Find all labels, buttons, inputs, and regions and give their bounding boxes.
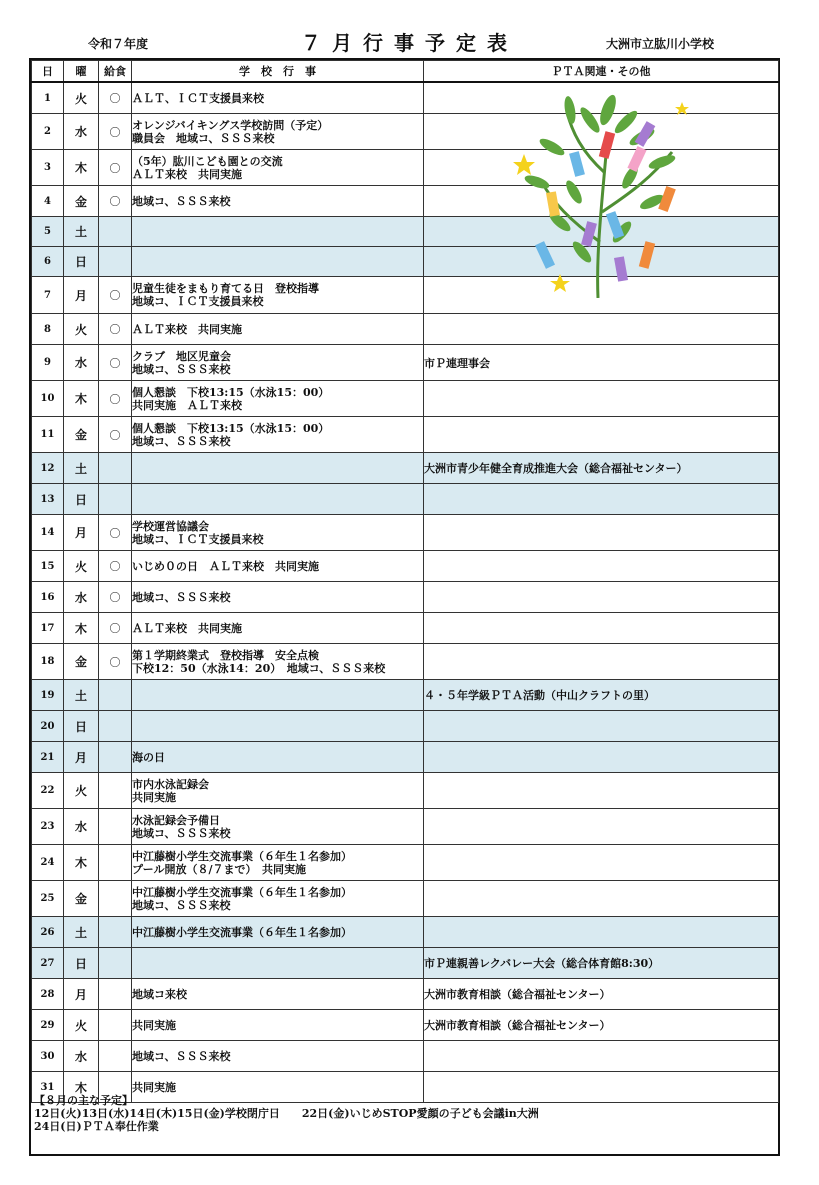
pta-cell [424,484,779,515]
table-row [32,809,779,845]
day-cell: 9 [32,345,64,381]
weekday-cell: 木 [64,613,99,644]
weekday-cell: 土 [64,217,99,247]
weekday-cell: 土 [64,680,99,711]
pta-cell [424,381,779,417]
weekday-cell: 火 [64,82,99,114]
weekday-cell: 土 [64,917,99,948]
day-cell: 1 [32,82,64,114]
meal-cell: 〇 [99,314,132,345]
meal-cell: 〇 [99,613,132,644]
school-event-cell: 市内水泳記録会 共同実施 [132,773,424,809]
table-row [32,551,779,582]
school-event-cell: オレンジバイキングス学校訪問（予定） 職員会 地域コ、ＳＳＳ来校 [132,114,424,150]
school-event-cell: 地域コ、ＳＳＳ来校 [132,186,424,217]
day-cell: 7 [32,277,64,314]
meal-cell: 〇 [99,345,132,381]
weekday-cell: 日 [64,484,99,515]
school-event-cell [132,217,424,247]
day-cell: 26 [32,917,64,948]
table-row [32,515,779,551]
table-row [32,680,779,711]
table-row [32,711,779,742]
weekday-cell: 木 [64,150,99,186]
weekday-cell: 木 [64,381,99,417]
school-event-cell: 個人懇談 下校13:15（水泳15：00） 地域コ、ＳＳＳ来校 [132,417,424,453]
day-cell: 6 [32,247,64,277]
weekday-cell: 水 [64,809,99,845]
school-event-cell [132,484,424,515]
school-event-cell: 共同実施 [132,1010,424,1041]
school-event-cell: ＡＬＴ来校 共同実施 [132,314,424,345]
school-event-cell [132,453,424,484]
weekday-cell: 木 [64,1072,99,1103]
meal-cell [99,1010,132,1041]
weekday-cell: 水 [64,345,99,381]
table-row [32,314,779,345]
page-title: ７月行事予定表 [301,31,518,55]
table-header-row [32,61,779,83]
pta-cell [424,1041,779,1072]
table-row [32,644,779,680]
school-event-cell [132,711,424,742]
school-event-cell: 中江藤樹小学生交流事業（６年生１名参加） [132,917,424,948]
school-event-cell: 共同実施 [132,1072,424,1103]
col-header-meal: 給食 [99,61,132,83]
weekday-cell: 火 [64,551,99,582]
day-cell: 24 [32,845,64,881]
weekday-cell: 金 [64,186,99,217]
table-row [32,484,779,515]
meal-cell: 〇 [99,381,132,417]
school-event-cell: クラブ 地区児童会 地域コ、ＳＳＳ来校 [132,345,424,381]
school-event-cell: （5年）肱川こども園との交流 ＡＬＴ来校 共同実施 [132,150,424,186]
school-event-cell: 児童生徒をまもり育てる日 登校指導 地域コ、ＩＣＴ支援員来校 [132,277,424,314]
meal-cell: 〇 [99,582,132,613]
meal-cell: 〇 [99,417,132,453]
day-cell: 13 [32,484,64,515]
day-cell: 21 [32,742,64,773]
day-cell: 11 [32,417,64,453]
day-cell: 23 [32,809,64,845]
august-line-2: 24日(日)ＰＴＡ奉仕作業 [34,1120,159,1133]
meal-cell [99,217,132,247]
day-cell: 30 [32,1041,64,1072]
table-row [32,881,779,917]
day-cell: 14 [32,515,64,551]
weekday-cell: 月 [64,515,99,551]
meal-cell [99,917,132,948]
meal-cell [99,809,132,845]
meal-cell: 〇 [99,186,132,217]
pta-cell: 市Ｐ連理事会 [424,345,779,381]
table-row [32,1041,779,1072]
weekday-cell: 金 [64,417,99,453]
table-row [32,417,779,453]
school-event-cell: 海の日 [132,742,424,773]
weekday-cell: 月 [64,742,99,773]
pta-cell [424,917,779,948]
weekday-cell: 日 [64,711,99,742]
table-row [32,917,779,948]
school-event-cell [132,948,424,979]
table-row [32,453,779,484]
day-cell: 20 [32,711,64,742]
day-cell: 17 [32,613,64,644]
pta-cell [424,314,779,345]
table-row [32,1010,779,1041]
day-cell: 2 [32,114,64,150]
pta-cell [424,644,779,680]
day-cell: 31 [32,1072,64,1103]
pta-cell [424,613,779,644]
august-plans [34,1094,775,1133]
school-event-cell: 水泳記録会予備日 地域コ、ＳＳＳ来校 [132,809,424,845]
meal-cell: 〇 [99,277,132,314]
meal-cell [99,453,132,484]
col-header-school-events: 学 校 行 事 [132,61,424,83]
meal-cell: 〇 [99,114,132,150]
table-row [32,582,779,613]
pta-cell: 市Ｐ連親善レクバレー大会（総合体育館8:30） [424,948,779,979]
meal-cell [99,742,132,773]
pta-cell [424,742,779,773]
meal-cell [99,979,132,1010]
weekday-cell: 火 [64,773,99,809]
day-cell: 15 [32,551,64,582]
table-row [32,381,779,417]
day-cell: 27 [32,948,64,979]
pta-cell [424,773,779,809]
school-event-cell: 中江藤樹小学生交流事業（６年生１名参加） 地域コ、ＳＳＳ来校 [132,881,424,917]
col-header-pta: ＰＴＡ関連・その他 [424,61,779,83]
school-event-cell: ＡＬＴ来校 共同実施 [132,613,424,644]
col-header-day: 日 [32,61,64,83]
school-event-cell [132,680,424,711]
school-event-cell: 第１学期終業式 登校指導 安全点検 下校12：50（水泳14：20） 地域コ、ＳＳＳ来校 [132,644,424,680]
weekday-cell: 金 [64,881,99,917]
school-event-cell: 地域コ、ＳＳＳ来校 [132,582,424,613]
school-event-cell: ＡＬＴ、ＩＣＴ支援員来校 [132,82,424,114]
school-event-cell [132,247,424,277]
table-row [32,845,779,881]
meal-cell [99,881,132,917]
meal-cell: 〇 [99,82,132,114]
weekday-cell: 土 [64,453,99,484]
weekday-cell: 日 [64,948,99,979]
table-row [32,948,779,979]
school-event-cell: 地域コ、ＳＳＳ来校 [132,1041,424,1072]
pta-cell [424,582,779,613]
weekday-cell: 火 [64,314,99,345]
pta-cell [424,881,779,917]
school-event-cell: 個人懇談 下校13:15（水泳15：00） 共同実施 ＡＬＴ来校 [132,381,424,417]
school-event-cell: 学校運営協議会 地域コ、ＩＣＴ支援員来校 [132,515,424,551]
col-header-weekday: 曜 [64,61,99,83]
meal-cell [99,773,132,809]
pta-cell [424,417,779,453]
weekday-cell: 日 [64,247,99,277]
meal-cell [99,948,132,979]
day-cell: 28 [32,979,64,1010]
weekday-cell: 月 [64,277,99,314]
meal-cell [99,680,132,711]
august-line-1: 12日(火)13日(水)14日(木)15日(金)学校閉庁日 22日(金)いじめSTOP愛顔の子ども会議in大洲 [34,1107,539,1120]
day-cell: 8 [32,314,64,345]
meal-cell [99,845,132,881]
weekday-cell: 火 [64,1010,99,1041]
meal-cell: 〇 [99,150,132,186]
day-cell: 4 [32,186,64,217]
august-heading: 【８月の主な予定】 [34,1094,133,1107]
pta-cell [424,515,779,551]
meal-cell: 〇 [99,644,132,680]
meal-cell: 〇 [99,551,132,582]
meal-cell [99,247,132,277]
day-cell: 12 [32,453,64,484]
table-row [32,742,779,773]
meal-cell [99,711,132,742]
day-cell: 3 [32,150,64,186]
weekday-cell: 水 [64,582,99,613]
day-cell: 5 [32,217,64,247]
header-school-name: 大洲市立肱川小学校 [606,37,715,51]
school-event-cell: いじめ０の日 ＡＬＴ来校 共同実施 [132,551,424,582]
day-cell: 18 [32,644,64,680]
table-row [32,773,779,809]
pta-cell [424,711,779,742]
header-era: 令和７年度 [88,37,149,51]
pta-cell: 大洲市青少年健全育成推進大会（総合福祉センター） [424,453,779,484]
pta-cell: ４・５年学級ＰＴＡ活動（中山クラフトの里） [424,680,779,711]
day-cell: 19 [32,680,64,711]
school-event-cell: 地域コ来校 [132,979,424,1010]
meal-cell: 〇 [99,515,132,551]
day-cell: 25 [32,881,64,917]
weekday-cell: 金 [64,644,99,680]
table-row [32,979,779,1010]
weekday-cell: 水 [64,1041,99,1072]
day-cell: 16 [32,582,64,613]
day-cell: 29 [32,1010,64,1041]
pta-cell: 大洲市教育相談（総合福祉センター） [424,979,779,1010]
day-cell: 10 [32,381,64,417]
table-row [32,345,779,381]
school-event-cell: 中江藤樹小学生交流事業（６年生１名参加） プール開放（８/７まで） 共同実施 [132,845,424,881]
day-cell: 22 [32,773,64,809]
weekday-cell: 月 [64,979,99,1010]
pta-cell [424,809,779,845]
meal-cell [99,484,132,515]
pta-cell: 大洲市教育相談（総合福祉センター） [424,1010,779,1041]
weekday-cell: 水 [64,114,99,150]
tanabata-bamboo-illustration [512,92,690,298]
weekday-cell: 木 [64,845,99,881]
meal-cell [99,1041,132,1072]
table-row [32,613,779,644]
pta-cell [424,845,779,881]
pta-cell [424,551,779,582]
